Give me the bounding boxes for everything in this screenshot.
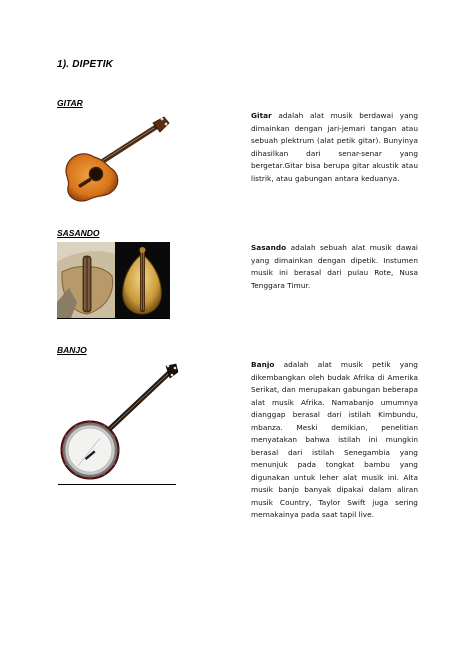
gitar-text: adalah alat musik berdawai yang dimainkan dengan jari-jemari tangan atau sebuah plektrum (alat petik gitar). Bunyinya dihasilkan dari senar-senar yang bergetar.Gitar bisa berupa gitar akustik atau listrik, atau gabungan antara keduanya.	[251, 111, 418, 183]
gitar-term: Gitar	[251, 111, 272, 120]
banjo-image-underline	[58, 484, 176, 485]
sasando-photo-icon	[57, 242, 115, 318]
banjo-description	[251, 359, 418, 522]
sasando-image-underline	[57, 318, 170, 319]
sasando-term: Sasando	[251, 243, 287, 252]
section-title: 1). DIPETIK	[57, 59, 114, 70]
gitar-heading: GITAR	[57, 98, 83, 108]
gitar-description	[251, 110, 418, 185]
banjo-image	[58, 362, 180, 484]
sasando-image-2	[115, 242, 170, 318]
sasando-text: adalah sebuah alat musik dawai yang dimainkan dengan dipetik. Instumen musik ini berasal dari pulau Rote, Nusa Tenggara Timur.	[251, 243, 418, 290]
banjo-text: adalah alat musik petik yang dikembangkan oleh budak Afrika di Amerika Serikat, dan merupakan gabungan beberapa alat musik Afrika. Namabanjo umumnya dianggap berasal dari istilah Kimbundu, mbanza. Meski demikian, penelitian menyatakan bahwa istilah ini mungkin berasal dari istilah Senegambia yang menunjuk pada tongkat bambu yang digunakan untuk leher alat musik ini. Alta musik banjo banyak dipakai dalam aliran musik Country, Taylor Swift juga sering memakainya pada saat tapil live.	[251, 360, 418, 519]
banjo-icon	[58, 362, 180, 484]
sasando-instrument-icon	[115, 242, 170, 318]
banjo-term: Banjo	[251, 360, 275, 369]
sasando-description	[251, 242, 418, 292]
sasando-heading: SASANDO	[57, 228, 100, 238]
guitar-icon	[56, 113, 172, 205]
banjo-heading: BANJO	[57, 345, 87, 355]
sasando-image-1	[57, 242, 115, 318]
guitar-image	[56, 113, 172, 205]
